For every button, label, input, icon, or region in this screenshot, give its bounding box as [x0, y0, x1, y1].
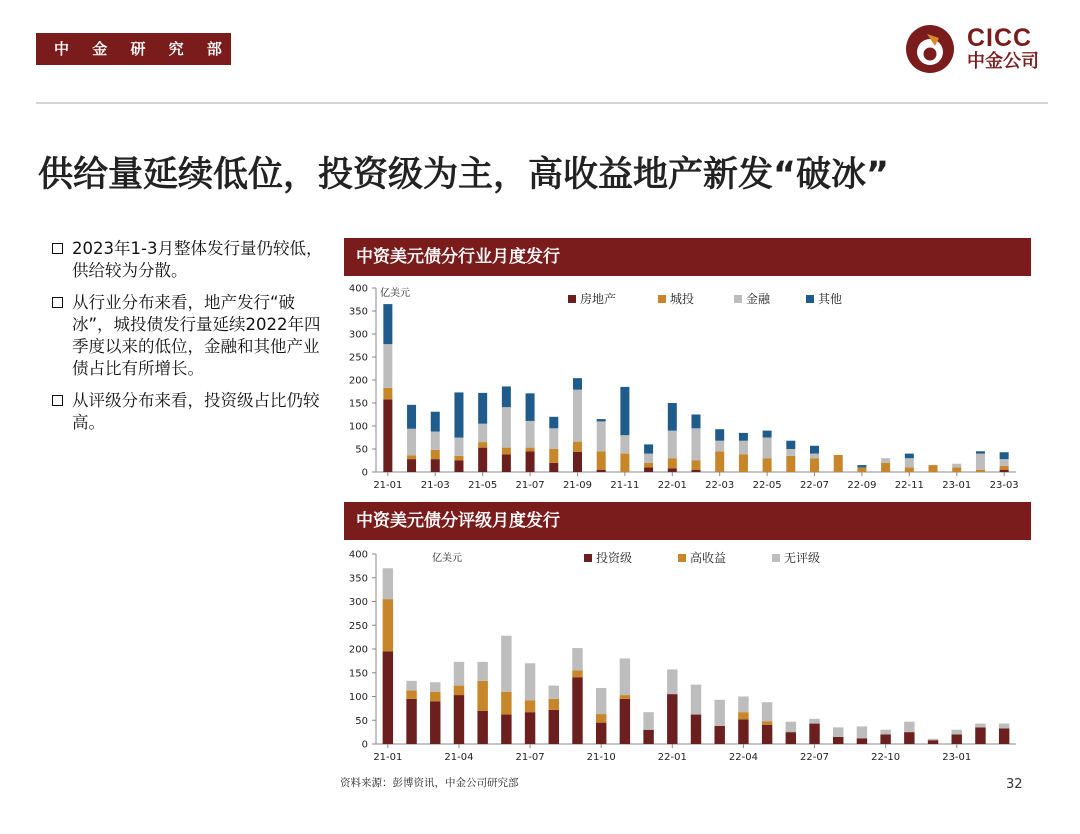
cicc-logo: [905, 22, 1055, 78]
bar-segment: [383, 388, 392, 400]
x-tick-label: 21-01: [373, 480, 403, 491]
y-tick-label: 300: [348, 329, 368, 341]
industry-issuance-chart: [336, 280, 1026, 492]
bar-segment: [383, 651, 393, 744]
bullet-text: 从行业分布来看，地产发行“破冰”，城投债发行量延续2022年四季度以来的低位，金融和其他产业债占比有所增长。: [72, 293, 321, 378]
legend-swatch: [678, 554, 686, 562]
unit-label: 亿美元: [380, 288, 410, 299]
bar-segment: [572, 670, 582, 677]
y-tick-label: 400: [348, 283, 368, 295]
bar-segment: [644, 467, 653, 472]
bar-segment: [976, 454, 985, 470]
y-tick-label: 150: [348, 668, 368, 680]
bar-segment: [952, 730, 962, 735]
bar-segment: [406, 690, 416, 699]
bar-segment: [786, 449, 795, 456]
bar-segment: [620, 435, 629, 453]
bar-segment: [501, 715, 511, 744]
bar-segment: [738, 712, 748, 719]
y-tick-label: 0: [361, 467, 368, 479]
bar-segment: [763, 431, 772, 438]
bar-segment: [668, 458, 677, 468]
x-tick-label: 22-09: [847, 480, 877, 491]
bar-segment: [1000, 470, 1009, 472]
bar-segment: [573, 378, 582, 390]
bar-segment: [691, 685, 701, 715]
bar-segment: [597, 421, 606, 451]
x-tick-label: 22-07: [799, 480, 830, 491]
bar-segment: [975, 727, 985, 744]
bar-segment: [691, 470, 700, 472]
bar-segment: [786, 732, 796, 744]
bar-segment: [406, 699, 416, 744]
bar-segment: [477, 681, 487, 711]
x-tick-label: 21-09: [562, 480, 593, 491]
bar-segment: [810, 446, 819, 454]
y-tick-label: 0: [361, 739, 368, 751]
bar-segment: [857, 738, 867, 744]
y-tick-label: 250: [348, 620, 368, 632]
bar-segment: [525, 700, 535, 712]
x-tick-label: 21-11: [610, 480, 640, 491]
bar-segment: [715, 429, 724, 441]
bar-segment: [501, 692, 511, 715]
bar-segment: [620, 659, 630, 696]
y-tick-label: 300: [348, 597, 368, 608]
bar-segment: [407, 405, 416, 429]
y-tick-label: 100: [348, 692, 368, 703]
bar-segment: [502, 448, 511, 455]
bar-segment: [786, 456, 795, 472]
bar-segment: [526, 393, 535, 421]
bar-segment: [809, 719, 819, 724]
bar-segment: [738, 719, 748, 744]
bar-segment: [857, 465, 866, 467]
bar-segment: [596, 723, 606, 744]
bar-segment: [738, 697, 748, 713]
bar-segment: [502, 455, 511, 472]
y-tick-label: 50: [355, 444, 368, 456]
bar-segment: [643, 730, 653, 744]
bar-segment: [477, 662, 487, 681]
x-tick-label: 22-01: [657, 480, 687, 491]
legend-label: 投资级: [596, 551, 633, 565]
bar-segment: [549, 686, 559, 699]
bar-segment: [714, 726, 724, 744]
bar-segment: [786, 441, 795, 449]
bar-segment: [454, 686, 464, 696]
bullet-text: 从评级分布来看，投资级占比仍较高。: [72, 391, 320, 432]
unit-label: 亿美元: [432, 553, 462, 564]
x-tick-label: 22-11: [894, 480, 924, 491]
bar-segment: [857, 467, 866, 472]
bar-segment: [975, 724, 985, 728]
bar-segment: [929, 465, 938, 472]
bar-segment: [573, 452, 582, 472]
bar-segment: [383, 304, 392, 344]
x-tick-label: 21-01: [373, 752, 403, 763]
checkbox-bullet-icon: [52, 243, 63, 254]
x-tick-label: 22-05: [752, 480, 782, 491]
bar-segment: [857, 726, 867, 738]
y-tick-label: 100: [348, 421, 368, 433]
legend-swatch: [806, 295, 814, 303]
y-tick-label: 350: [348, 306, 368, 318]
bullet-item: [52, 390, 334, 434]
bar-segment: [833, 737, 843, 744]
bar-segment: [549, 699, 559, 710]
legend-label: 房地产: [580, 292, 617, 306]
bar-segment: [1000, 466, 1009, 470]
bar-segment: [383, 599, 393, 651]
bar-segment: [644, 463, 653, 468]
bar-segment: [668, 431, 677, 459]
bar-segment: [430, 682, 440, 692]
bar-segment: [739, 441, 748, 455]
bar-segment: [976, 451, 985, 453]
bar-segment: [1000, 452, 1009, 459]
legend-swatch: [584, 554, 592, 562]
bar-segment: [620, 695, 630, 699]
bar-segment: [596, 714, 606, 723]
bar-segment: [620, 699, 630, 744]
bar-segment: [928, 740, 938, 744]
bar-segment: [430, 692, 440, 702]
bar-segment: [715, 451, 724, 472]
department-label: 中 金 研 究 部: [36, 33, 231, 65]
x-tick-label: 22-07: [799, 752, 830, 763]
bar-segment: [407, 459, 416, 472]
bar-segment: [691, 461, 700, 470]
bar-segment: [502, 407, 511, 447]
y-tick-label: 200: [348, 644, 368, 656]
bar-segment: [643, 712, 653, 730]
bar-segment: [549, 417, 558, 429]
x-tick-label: 21-07: [515, 752, 545, 763]
bar-segment: [952, 464, 961, 468]
bar-segment: [809, 724, 819, 744]
y-tick-label: 200: [348, 375, 368, 387]
x-tick-label: 21-03: [420, 480, 450, 491]
checkbox-bullet-icon: [52, 395, 63, 406]
bar-segment: [572, 678, 582, 745]
bar-segment: [454, 456, 463, 461]
bullet-item: [52, 292, 334, 380]
bar-segment: [431, 459, 440, 472]
bar-segment: [786, 722, 796, 732]
bar-segment: [549, 463, 558, 472]
source-note: 资料来源：彭博资讯，中金公司研究部: [340, 777, 519, 789]
x-tick-label: 22-03: [705, 480, 735, 491]
bar-segment: [596, 688, 606, 714]
bar-segment: [620, 454, 629, 472]
legend-swatch: [772, 554, 780, 562]
x-tick-label: 21-04: [444, 752, 474, 763]
bar-segment: [526, 421, 535, 448]
bar-segment: [501, 636, 511, 692]
legend-swatch: [734, 295, 742, 303]
bar-segment: [430, 701, 440, 744]
bar-segment: [478, 424, 487, 442]
bar-segment: [668, 403, 677, 431]
y-tick-label: 350: [348, 573, 368, 585]
bar-segment: [454, 662, 464, 686]
bar-segment: [905, 454, 914, 459]
legend-label: 城投: [670, 292, 695, 306]
bar-segment: [952, 735, 962, 745]
header-divider: [36, 102, 1048, 104]
x-tick-label: 22-01: [657, 752, 687, 763]
bar-segment: [383, 568, 393, 599]
checkbox-bullet-icon: [52, 297, 63, 308]
bar-segment: [549, 449, 558, 463]
bar-segment: [952, 467, 961, 472]
industry-chart-title: 中资美元债分行业月度发行: [344, 238, 1031, 276]
legend-label: 高收益: [690, 551, 727, 565]
bar-segment: [573, 442, 582, 452]
bar-segment: [999, 724, 1009, 729]
bar-segment: [431, 450, 440, 459]
logo-text-cn: 中金公司: [967, 51, 1039, 72]
bar-segment: [644, 444, 653, 453]
bar-segment: [383, 344, 392, 388]
bar-segment: [478, 442, 487, 448]
bar-segment: [477, 711, 487, 744]
x-tick-label: 21-07: [515, 480, 545, 491]
bar-segment: [762, 725, 772, 744]
bar-segment: [691, 415, 700, 429]
bar-segment: [904, 732, 914, 744]
bar-segment: [691, 715, 701, 744]
x-tick-label: 21-10: [586, 752, 616, 763]
bar-segment: [525, 712, 535, 744]
bar-segment: [904, 722, 914, 732]
x-tick-label: 23-03: [989, 480, 1019, 491]
bar-segment: [928, 739, 938, 740]
bar-segment: [478, 448, 487, 472]
bullet-text: 2023年1-3月整体发行量仍较低，供给较为分散。: [72, 239, 323, 280]
bar-segment: [549, 710, 559, 744]
bar-segment: [714, 700, 724, 726]
bar-segment: [478, 393, 487, 424]
page-number: 32: [1006, 777, 1023, 792]
bar-segment: [525, 663, 535, 700]
legend-swatch: [568, 295, 576, 303]
bar-segment: [549, 428, 558, 449]
bar-segment: [572, 648, 582, 670]
y-tick-label: 50: [355, 715, 368, 727]
bar-segment: [667, 669, 677, 694]
x-tick-label: 23-01: [942, 480, 972, 491]
bar-segment: [573, 390, 582, 442]
x-tick-label: 22-10: [871, 752, 901, 763]
bar-segment: [406, 681, 416, 691]
bar-segment: [526, 448, 535, 452]
bar-segment: [762, 702, 772, 721]
bar-segment: [739, 433, 748, 441]
y-tick-label: 400: [348, 549, 368, 561]
bar-segment: [407, 429, 416, 456]
bar-segment: [833, 727, 843, 737]
bar-segment: [691, 428, 700, 460]
bar-segment: [763, 458, 772, 472]
bar-segment: [810, 458, 819, 472]
bar-segment: [383, 399, 392, 472]
bar-segment: [1000, 459, 1009, 466]
bar-segment: [715, 441, 724, 452]
bar-segment: [620, 387, 629, 435]
y-tick-label: 150: [348, 398, 368, 410]
y-tick-label: 250: [348, 352, 368, 364]
bar-segment: [880, 730, 890, 735]
legend-label: 金融: [746, 292, 771, 306]
bar-segment: [763, 438, 772, 459]
bar-segment: [905, 458, 914, 467]
bar-segment: [880, 735, 890, 745]
bar-segment: [667, 694, 677, 744]
cicc-logo-icon: [905, 24, 955, 74]
bar-segment: [834, 455, 843, 472]
bar-segment: [502, 386, 511, 407]
bar-segment: [810, 454, 819, 459]
bar-segment: [454, 461, 463, 473]
bar-segment: [407, 455, 416, 459]
legend-label: 无评级: [784, 551, 821, 565]
bar-segment: [597, 470, 606, 472]
logo-text-en: CICC: [967, 24, 1033, 52]
bar-segment: [431, 412, 440, 432]
rating-issuance-chart: [336, 544, 1026, 770]
rating-chart-title: 中资美元债分评级月度发行: [344, 502, 1031, 540]
legend-swatch: [658, 295, 666, 303]
bar-segment: [431, 432, 440, 450]
bar-segment: [668, 468, 677, 472]
legend-label: 其他: [818, 292, 843, 306]
bar-segment: [905, 467, 914, 472]
bullet-list: [52, 238, 334, 444]
bar-segment: [739, 455, 748, 472]
bar-segment: [526, 451, 535, 472]
bar-segment: [597, 451, 606, 469]
bar-segment: [644, 454, 653, 463]
bar-segment: [881, 458, 890, 463]
bar-segment: [454, 695, 464, 744]
bar-segment: [454, 438, 463, 456]
x-tick-label: 23-01: [942, 752, 972, 763]
bar-segment: [762, 721, 772, 725]
bar-segment: [976, 470, 985, 472]
bar-segment: [999, 728, 1009, 744]
bar-segment: [597, 419, 606, 421]
x-tick-label: 22-04: [728, 752, 758, 763]
bar-segment: [881, 463, 890, 472]
page-title: 供给量延续低位，投资级为主，高收益地产新发“破冰”: [38, 155, 890, 195]
bullet-item: [52, 238, 334, 282]
bar-segment: [454, 392, 463, 437]
x-tick-label: 21-05: [468, 480, 498, 491]
